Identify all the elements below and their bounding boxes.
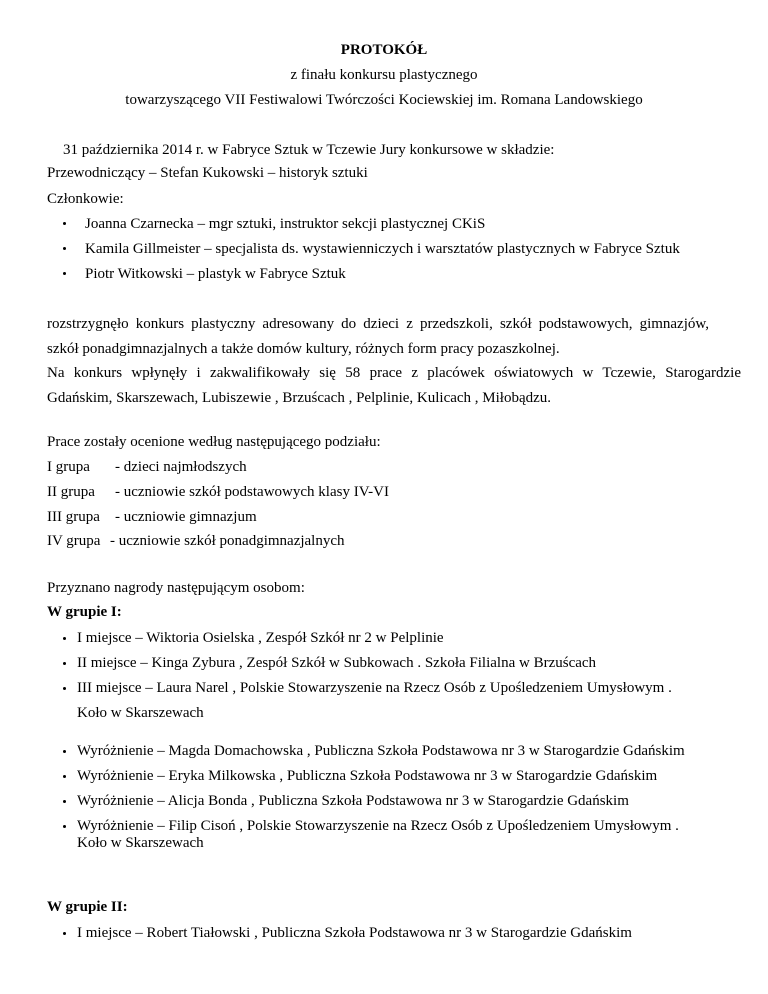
- jury-chair: Przewodniczący – Stefan Kukowski – historyk sztuki: [47, 165, 368, 181]
- bullet-icon: [63, 825, 66, 828]
- honor-entry: Wyróżnienie – Alicja Bonda , Publiczna Szkoła Podstawowa nr 3 w Starogardzie Gdańskim: [77, 793, 629, 809]
- bullet-icon: [63, 247, 66, 250]
- honor-entry: Wyróżnienie – Filip Cisoń , Polskie Stowarzyszenie na Rzecz Osób z Upośledzeniem Umysłowym .: [77, 818, 679, 834]
- document-subtitle: z finału konkursu plastycznego: [290, 67, 478, 83]
- group-description: - uczniowie gimnazjum: [115, 509, 257, 525]
- jury-member: Joanna Czarnecka – mgr sztuki, instruktor sekcji plastycznej CKiS: [85, 216, 486, 232]
- bullet-icon: [63, 932, 66, 935]
- document-title: PROTOKÓŁ: [340, 42, 428, 58]
- group-name: I grupa: [47, 459, 90, 475]
- awards-label: Przyznano nagrody następującym osobom:: [47, 580, 305, 596]
- jury-member: Piotr Witkowski – plastyk w Fabryce Sztuk: [85, 266, 346, 282]
- honor-entry: Wyróżnienie – Magda Domachowska , Publiczna Szkoła Podstawowa nr 3 w Starogardzie Gdańskim: [77, 743, 685, 759]
- group-description: - uczniowie szkół ponadgimnazjalnych: [110, 533, 345, 549]
- group-heading: W grupie I:: [47, 604, 122, 620]
- group-name: III grupa: [47, 509, 100, 525]
- award-entry: I miejsce – Robert Tiałowski , Publiczna Szkoła Podstawowa nr 3 w Starogardzie Gdańskim: [77, 925, 632, 941]
- bullet-icon: [63, 662, 66, 665]
- intro-date-line: 31 października 2014 r. w Fabryce Sztuk w Tczewie Jury konkursowe w składzie:: [63, 142, 555, 158]
- award-entry: III miejsce – Laura Narel , Polskie Stowarzyszenie na Rzecz Osób z Upośledzeniem Umysłowym .: [77, 680, 672, 696]
- bullet-icon: [63, 750, 66, 753]
- honor-entry: Wyróżnienie – Eryka Milkowska , Publiczna Szkoła Podstawowa nr 3 w Starogardzie Gdańskim: [77, 768, 658, 784]
- bullet-icon: [63, 687, 66, 690]
- group-heading: W grupie II:: [47, 899, 128, 915]
- paragraph-line: rozstrzygnęło konkurs plastyczny adresowany do dzieci z przedszkoli, szkół podstawowych, gimnazjów,: [47, 316, 709, 332]
- bullet-icon: [63, 800, 66, 803]
- group-description: - dzieci najmłodszych: [115, 459, 247, 475]
- bullet-icon: [63, 222, 66, 225]
- paragraph-line: Gdańskim, Skarszewach, Lubiszewie , Brzuścach , Pelplinie, Kulicach , Miłobądzu.: [47, 390, 552, 406]
- bullet-icon: [63, 272, 66, 275]
- award-entry: I miejsce – Wiktoria Osielska , Zespół Szkół nr 2 w Pelplinie: [77, 630, 444, 646]
- document-subtitle-festival: towarzyszącego VII Festiwalowi Twórczości Kociewskiej im. Romana Landowskiego: [125, 92, 643, 108]
- award-entry-continued: Koło w Skarszewach: [77, 705, 204, 721]
- members-label: Członkowie:: [47, 191, 124, 207]
- group-name: II grupa: [47, 484, 95, 500]
- award-entry: II miejsce – Kinga Zybura , Zespół Szkół w Subkowach . Szkoła Filialna w Brzuścach: [77, 655, 597, 671]
- paragraph-line: szkół ponadgimnazjalnych a także domów kultury, różnych form pracy pozaszkolnej.: [47, 341, 560, 357]
- jury-member: Kamila Gillmeister – specjalista ds. wystawienniczych i warsztatów plastycznych w Fabryce Sztuk: [85, 241, 680, 257]
- bullet-icon: [63, 775, 66, 778]
- group-name: IV grupa: [47, 533, 101, 549]
- bullet-icon: [63, 637, 66, 640]
- group-description: - uczniowie szkół podstawowych klasy IV-VI: [115, 484, 389, 500]
- groups-label: Prace zostały ocenione według następującego podziału:: [47, 434, 381, 450]
- honor-entry-continued: Koło w Skarszewach: [77, 835, 204, 851]
- paragraph-line: Na konkurs wpłynęły i zakwalifikowały się 58 prace z placówek oświatowych w Tczewie, Starogardzie: [47, 365, 741, 381]
